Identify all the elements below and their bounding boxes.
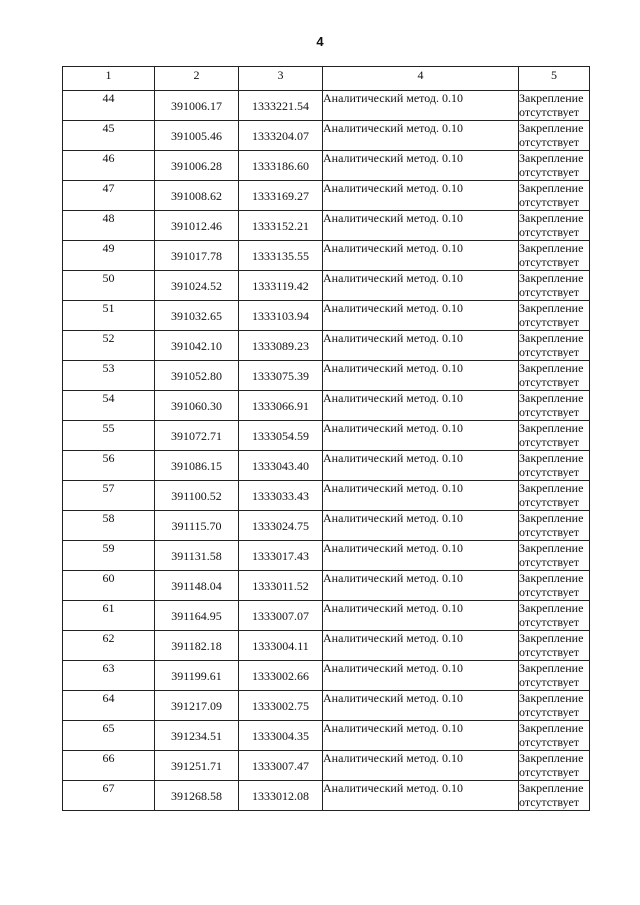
table-row [63,151,590,181]
fixation-line-1: Закрепление [519,181,584,195]
x-coordinate-cell: 391148.04 [155,571,239,601]
fixation-cell [519,631,590,661]
fixation-line-2: отсутствует [519,735,580,749]
table-row [63,781,590,811]
fixation-line-1: Закрепление [519,661,584,675]
y-coordinate-cell: 1333169.27 [239,181,323,211]
method-cell: Аналитический метод. 0.10 [323,721,519,751]
fixation-line-2: отсутствует [519,105,580,119]
fixation-cell [519,391,590,421]
fixation-cell [519,331,590,361]
fixation-line-1: Закрепление [519,571,584,585]
point-number-cell: 48 [63,211,155,241]
point-number-cell: 46 [63,151,155,181]
point-number-cell: 64 [63,691,155,721]
point-number-cell: 49 [63,241,155,271]
header-col-4: 4 [323,67,519,91]
table-row [63,511,590,541]
method-cell: Аналитический метод. 0.10 [323,781,519,811]
point-number-cell: 65 [63,721,155,751]
method-cell: Аналитический метод. 0.10 [323,751,519,781]
y-coordinate-cell: 1333011.52 [239,571,323,601]
method-cell: Аналитический метод. 0.10 [323,91,519,121]
fixation-cell [519,571,590,601]
point-number-cell: 55 [63,421,155,451]
point-number-cell: 56 [63,451,155,481]
x-coordinate-cell: 391115.70 [155,511,239,541]
method-cell: Аналитический метод. 0.10 [323,181,519,211]
point-number-cell: 47 [63,181,155,211]
fixation-line-1: Закрепление [519,751,584,765]
point-number-cell: 44 [63,91,155,121]
method-cell: Аналитический метод. 0.10 [323,301,519,331]
fixation-line-2: отсутствует [519,405,580,419]
fixation-cell [519,121,590,151]
x-coordinate-cell: 391006.28 [155,151,239,181]
x-coordinate-cell: 391052.80 [155,361,239,391]
table-row [63,421,590,451]
x-coordinate-cell: 391217.09 [155,691,239,721]
x-coordinate-cell: 391024.52 [155,271,239,301]
method-cell: Аналитический метод. 0.10 [323,571,519,601]
fixation-line-1: Закрепление [519,601,584,615]
x-coordinate-cell: 391086.15 [155,451,239,481]
x-coordinate-cell: 391131.58 [155,541,239,571]
method-cell: Аналитический метод. 0.10 [323,451,519,481]
table-row [63,631,590,661]
table-row [63,571,590,601]
x-coordinate-cell: 391182.18 [155,631,239,661]
y-coordinate-cell: 1333004.35 [239,721,323,751]
table-row [63,721,590,751]
fixation-line-1: Закрепление [519,631,584,645]
fixation-cell [519,481,590,511]
fixation-line-1: Закрепление [519,361,584,375]
point-number-cell: 53 [63,361,155,391]
fixation-line-2: отсутствует [519,645,580,659]
point-number-cell: 67 [63,781,155,811]
y-coordinate-cell: 1333007.07 [239,601,323,631]
table-row [63,601,590,631]
fixation-cell [519,601,590,631]
table-row [63,391,590,421]
table-row [63,211,590,241]
point-number-cell: 51 [63,301,155,331]
fixation-cell [519,781,590,811]
table-row [63,661,590,691]
x-coordinate-cell: 391006.17 [155,91,239,121]
fixation-line-1: Закрепление [519,241,584,255]
fixation-line-2: отсутствует [519,555,580,569]
fixation-line-1: Закрепление [519,481,584,495]
header-col-5: 5 [519,67,590,91]
fixation-cell [519,91,590,121]
fixation-line-2: отсутствует [519,345,580,359]
fixation-line-2: отсутствует [519,465,580,479]
x-coordinate-cell: 391072.71 [155,421,239,451]
fixation-cell [519,151,590,181]
table-row [63,271,590,301]
table-row [63,181,590,211]
fixation-line-2: отсутствует [519,435,580,449]
fixation-cell [519,421,590,451]
y-coordinate-cell: 1333204.07 [239,121,323,151]
y-coordinate-cell: 1333075.39 [239,361,323,391]
method-cell: Аналитический метод. 0.10 [323,511,519,541]
fixation-cell [519,661,590,691]
y-coordinate-cell: 1333002.66 [239,661,323,691]
point-number-cell: 59 [63,541,155,571]
y-coordinate-cell: 1333012.08 [239,781,323,811]
table-row [63,361,590,391]
fixation-line-1: Закрепление [519,781,584,795]
fixation-line-1: Закрепление [519,721,584,735]
fixation-line-1: Закрепление [519,451,584,465]
fixation-line-1: Закрепление [519,421,584,435]
method-cell: Аналитический метод. 0.10 [323,421,519,451]
fixation-line-1: Закрепление [519,331,584,345]
fixation-line-1: Закрепление [519,151,584,165]
y-coordinate-cell: 1333024.75 [239,511,323,541]
x-coordinate-cell: 391251.71 [155,751,239,781]
method-cell: Аналитический метод. 0.10 [323,691,519,721]
y-coordinate-cell: 1333089.23 [239,331,323,361]
fixation-line-2: отсутствует [519,585,580,599]
x-coordinate-cell: 391012.46 [155,211,239,241]
point-number-cell: 58 [63,511,155,541]
method-cell: Аналитический метод. 0.10 [323,151,519,181]
point-number-cell: 63 [63,661,155,691]
fixation-cell [519,241,590,271]
fixation-line-2: отсутствует [519,495,580,509]
table-row [63,241,590,271]
fixation-line-2: отсутствует [519,765,580,779]
fixation-cell [519,751,590,781]
y-coordinate-cell: 1333004.11 [239,631,323,661]
point-number-cell: 60 [63,571,155,601]
method-cell: Аналитический метод. 0.10 [323,271,519,301]
point-number-cell: 62 [63,631,155,661]
table-header [63,67,590,91]
x-coordinate-cell: 391005.46 [155,121,239,151]
fixation-line-1: Закрепление [519,301,584,315]
fixation-line-2: отсутствует [519,225,580,239]
point-number-cell: 54 [63,391,155,421]
coordinates-table [62,66,590,811]
y-coordinate-cell: 1333033.43 [239,481,323,511]
fixation-line-1: Закрепление [519,121,584,135]
table-row [63,541,590,571]
y-coordinate-cell: 1333002.75 [239,691,323,721]
table-row [63,451,590,481]
table-body [63,91,590,811]
fixation-line-1: Закрепление [519,211,584,225]
method-cell: Аналитический метод. 0.10 [323,241,519,271]
method-cell: Аналитический метод. 0.10 [323,331,519,361]
fixation-line-2: отсутствует [519,525,580,539]
method-cell: Аналитический метод. 0.10 [323,541,519,571]
fixation-line-2: отсутствует [519,705,580,719]
point-number-cell: 57 [63,481,155,511]
y-coordinate-cell: 1333152.21 [239,211,323,241]
fixation-line-1: Закрепление [519,691,584,705]
method-cell: Аналитический метод. 0.10 [323,601,519,631]
fixation-cell [519,181,590,211]
fixation-line-2: отсутствует [519,195,580,209]
y-coordinate-cell: 1333221.54 [239,91,323,121]
point-number-cell: 61 [63,601,155,631]
y-coordinate-cell: 1333119.42 [239,271,323,301]
fixation-cell [519,721,590,751]
point-number-cell: 45 [63,121,155,151]
fixation-line-1: Закрепление [519,391,584,405]
fixation-cell [519,361,590,391]
y-coordinate-cell: 1333103.94 [239,301,323,331]
y-coordinate-cell: 1333135.55 [239,241,323,271]
fixation-cell [519,541,590,571]
fixation-line-1: Закрепление [519,511,584,525]
table-row [63,331,590,361]
method-cell: Аналитический метод. 0.10 [323,481,519,511]
x-coordinate-cell: 391008.62 [155,181,239,211]
fixation-cell [519,301,590,331]
method-cell: Аналитический метод. 0.10 [323,361,519,391]
fixation-line-2: отсутствует [519,795,580,809]
table-row [63,751,590,781]
x-coordinate-cell: 391199.61 [155,661,239,691]
y-coordinate-cell: 1333007.47 [239,751,323,781]
header-col-1: 1 [63,67,155,91]
x-coordinate-cell: 391032.65 [155,301,239,331]
fixation-line-1: Закрепление [519,271,584,285]
fixation-cell [519,691,590,721]
fixation-line-1: Закрепление [519,541,584,555]
method-cell: Аналитический метод. 0.10 [323,631,519,661]
x-coordinate-cell: 391042.10 [155,331,239,361]
fixation-cell [519,271,590,301]
x-coordinate-cell: 391268.58 [155,781,239,811]
x-coordinate-cell: 391100.52 [155,481,239,511]
point-number-cell: 52 [63,331,155,361]
fixation-line-2: отсутствует [519,675,580,689]
fixation-line-1: Закрепление [519,91,584,105]
point-number-cell: 50 [63,271,155,301]
y-coordinate-cell: 1333186.60 [239,151,323,181]
table-row [63,121,590,151]
page-number: 4 [316,34,324,49]
fixation-line-2: отсутствует [519,135,580,149]
fixation-line-2: отсутствует [519,255,580,269]
x-coordinate-cell: 391017.78 [155,241,239,271]
table-row [63,691,590,721]
fixation-cell [519,511,590,541]
method-cell: Аналитический метод. 0.10 [323,121,519,151]
fixation-line-2: отсутствует [519,315,580,329]
y-coordinate-cell: 1333017.43 [239,541,323,571]
method-cell: Аналитический метод. 0.10 [323,661,519,691]
fixation-line-2: отсутствует [519,615,580,629]
header-col-2: 2 [155,67,239,91]
method-cell: Аналитический метод. 0.10 [323,211,519,241]
fixation-cell [519,451,590,481]
fixation-line-2: отсутствует [519,165,580,179]
header-row [63,67,590,91]
x-coordinate-cell: 391060.30 [155,391,239,421]
y-coordinate-cell: 1333054.59 [239,421,323,451]
table-row [63,481,590,511]
y-coordinate-cell: 1333066.91 [239,391,323,421]
method-cell: Аналитический метод. 0.10 [323,391,519,421]
x-coordinate-cell: 391164.95 [155,601,239,631]
fixation-cell [519,211,590,241]
table-row [63,301,590,331]
x-coordinate-cell: 391234.51 [155,721,239,751]
point-number-cell: 66 [63,751,155,781]
fixation-line-2: отсутствует [519,375,580,389]
table-row [63,91,590,121]
header-col-3: 3 [239,67,323,91]
y-coordinate-cell: 1333043.40 [239,451,323,481]
fixation-line-2: отсутствует [519,285,580,299]
